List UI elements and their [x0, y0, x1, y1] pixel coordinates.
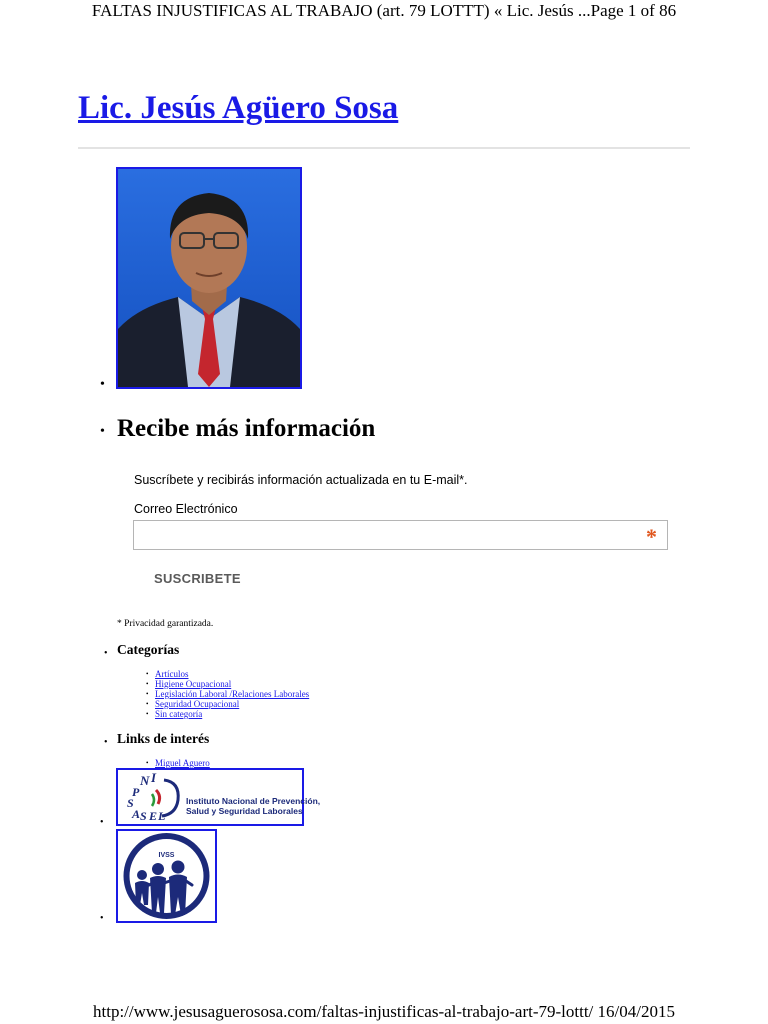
- print-header: FALTAS INJUSTIFICAS AL TRABAJO (art. 79 LOTTT) « Lic. Jesús ...Page 1 of 86: [91, 1, 677, 20]
- category-link-seguridad[interactable]: Seguridad Ocupacional: [155, 699, 240, 709]
- portrait-image: [118, 169, 300, 387]
- list-bullet: •: [100, 424, 105, 439]
- inpsasel-logo: [118, 770, 321, 824]
- inpsasel-letter: A: [132, 807, 141, 821]
- email-field[interactable]: [134, 521, 667, 549]
- profile-photo[interactable]: [116, 167, 302, 389]
- category-link-articulos[interactable]: Artículos: [155, 669, 189, 679]
- ivss-label: IVSS: [158, 852, 175, 859]
- category-item: [146, 689, 309, 699]
- link-item: [146, 758, 210, 768]
- inpsasel-letter: P: [132, 785, 140, 799]
- category-link-higiene[interactable]: Higiene Ocupacional: [155, 679, 232, 689]
- header-divider: [78, 147, 690, 149]
- subscribe-button[interactable]: SUSCRIBETE: [154, 571, 241, 586]
- category-item: [146, 679, 309, 689]
- category-item: [146, 669, 309, 679]
- inpsasel-letter: N: [140, 773, 150, 788]
- inpsasel-name-line1: Instituto Nacional de Prevención,: [186, 796, 321, 806]
- print-footer: http://www.jesusaguerososa.com/faltas-injustificas-al-trabajo-art-79-lottt/ 16/04/2015: [93, 1002, 675, 1021]
- inpsasel-letter: S: [127, 796, 134, 810]
- category-item: [146, 709, 309, 719]
- site-title-link[interactable]: Lic. Jesús Agüero Sosa: [78, 90, 399, 126]
- subscribe-description: Suscríbete y recibirás información actualizada en tu E-mail*.: [134, 473, 468, 487]
- email-field-box: [133, 520, 668, 550]
- subscribe-title: Recibe más información: [117, 415, 376, 442]
- inpsasel-letter: I: [151, 770, 157, 785]
- inpsasel-letter: L: [158, 809, 166, 823]
- site-title: [78, 88, 398, 128]
- email-label: Correo Electrónico: [134, 502, 238, 516]
- category-item: [146, 699, 309, 709]
- privacy-note: * Privacidad garantizada.: [117, 619, 214, 629]
- list-bullet: •: [100, 817, 104, 828]
- ivss-logo-link[interactable]: [116, 829, 217, 923]
- links-title: Links de interés: [117, 731, 210, 746]
- category-link-sin-categoria[interactable]: Sin categoría: [155, 709, 203, 719]
- categories-list: [146, 669, 309, 719]
- ivss-logo: [118, 831, 215, 921]
- list-bullet: •: [100, 377, 105, 392]
- category-link-legislacion[interactable]: Legislación Laboral /Relaciones Laborales: [155, 689, 310, 699]
- list-bullet: •: [104, 648, 108, 659]
- required-asterisk: *: [646, 524, 657, 549]
- links-list: [146, 758, 210, 768]
- inpsasel-letter: E: [149, 809, 158, 823]
- link-miguel-aguero[interactable]: Miguel Aguero: [155, 758, 210, 768]
- list-bullet: •: [104, 737, 108, 748]
- categories-title: Categorías: [117, 642, 180, 657]
- list-bullet: •: [100, 913, 104, 924]
- inpsasel-name-line2: Salud y Seguridad Laborales: [186, 806, 303, 816]
- inpsasel-letter: S: [140, 809, 147, 823]
- inpsasel-logo-link[interactable]: [116, 768, 321, 826]
